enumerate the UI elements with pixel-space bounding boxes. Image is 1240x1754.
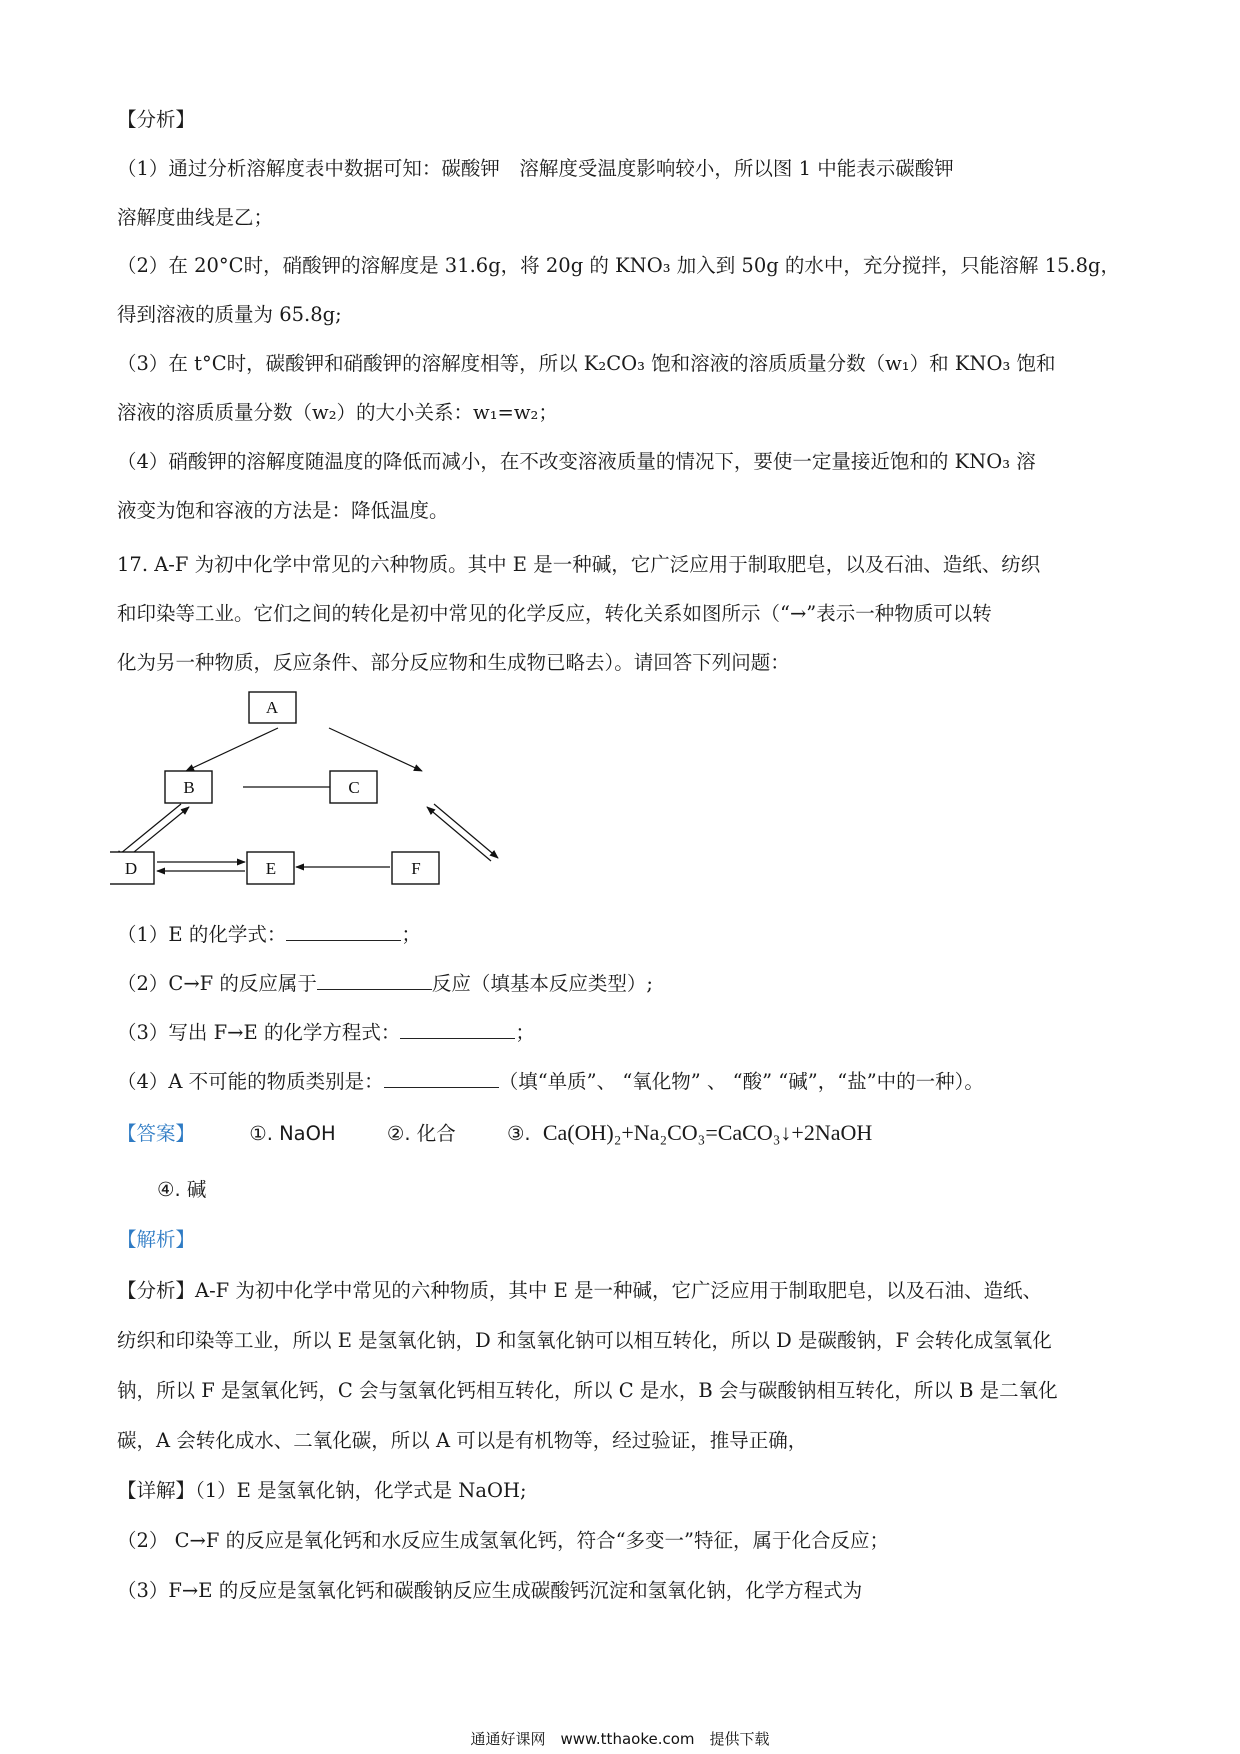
arrow-b-to-d	[115, 804, 181, 858]
label-a: A	[265, 698, 279, 717]
arrow-a-to-b	[186, 728, 278, 771]
answer-blank-3[interactable]	[400, 1020, 515, 1039]
sub-question-1-end: ；	[401, 923, 421, 946]
detail-16-line-4: 得到溶液的质量为 65.8g;	[117, 303, 342, 326]
sub-question-3-end: ；	[515, 1021, 535, 1044]
label-c: C	[348, 778, 360, 797]
sub-question-2-text: （2）C→F 的反应属于	[117, 972, 317, 995]
answer-blank-4[interactable]	[384, 1069, 499, 1088]
sub-question-3	[117, 1020, 535, 1043]
arrow-c-to-f	[434, 804, 498, 858]
question-17-line-2: 和印染等工业。它们之间的转化是初中常见的化学反应，转化关系如图所示（“→”表示一种物质可以转	[117, 602, 992, 625]
sub-question-1	[117, 922, 421, 945]
detail-16-line-2: 溶解度曲线是乙；	[117, 206, 274, 229]
page-footer: 通通好课网 www.tthaoke.com 提供下载	[470, 1730, 770, 1748]
label-b: B	[183, 778, 195, 797]
label-f: F	[411, 859, 421, 878]
sub-question-3-text: （3）写出 F→E 的化学方程式：	[117, 1021, 401, 1044]
analysis-17-line-3: 钠，所以 F 是氢氧化钙，C 会与氢氧化钙相互转化，所以 C 是水，B 会与碳酸钠相互转化，所以 B 是二氧化	[117, 1379, 1058, 1402]
answer-4: ④. 碱	[157, 1178, 207, 1201]
question-17-line-1: 17. A-F 为初中化学中常见的六种物质。其中 E 是一种碱，它广泛应用于制取肥皂，以及石油、造纸、纺织	[117, 553, 1041, 576]
detail-16-line-5: （3）在 t°C时，碳酸钾和硝酸钾的溶解度相等，所以 K₂CO₃ 饱和溶液的溶质质量分数（w₁）和 KNO₃ 饱和	[117, 352, 1056, 375]
analysis-17-line-1: 【分析】A-F 为初中化学中常见的六种物质，其中 E 是一种碱，它广泛应用于制取肥皂，以及石油、造纸、	[117, 1279, 1043, 1302]
detail-16-line-6: 溶液的溶质质量分数（w₂）的大小关系：w₁=w₂；	[117, 401, 558, 424]
analysis-heading: 【分析】	[117, 108, 196, 131]
question-17-line-3: 化为另一种物质，反应条件、部分反应物和生成物已略去）。请回答下列问题：	[117, 651, 790, 674]
sub-question-2-end: 反应（填基本反应类型）;	[431, 972, 653, 995]
sub-question-2	[117, 971, 653, 994]
answer-3-number: ③.	[506, 1122, 531, 1145]
answer-3-equation: Ca(OH)₂+Na₂CO₃=CaCO₃↓+2NaOH	[542, 1120, 873, 1145]
detail-17-line-1: 【详解】（1）E 是氢氧化钠，化学式是 NaOH;	[117, 1479, 527, 1502]
sub-question-1-text: （1）E 的化学式：	[117, 923, 287, 946]
answer-blank-2[interactable]	[317, 971, 432, 990]
detail-16-line-1: （1）通过分析溶解度表中数据可知：碳酸钾 溶解度受温度影响较小，所以图 1 中能表示碳酸钾	[117, 157, 954, 180]
detail-17-line-2: （2） C→F 的反应是氧化钙和水反应生成氢氧化钙，符合“多变一”特征，属于化合反应；	[117, 1529, 890, 1552]
conversion-diagram	[110, 690, 510, 900]
label-d: D	[124, 859, 138, 878]
sub-question-4	[117, 1069, 984, 1092]
answer-1: ①. NaOH	[249, 1122, 336, 1145]
answer-line	[117, 1122, 872, 1144]
sub-question-4-text: （4）A 不可能的物质类别是：	[117, 1070, 384, 1093]
detail-16-line-3: （2）在 20°C时，硝酸钾的溶解度是 31.6g，将 20g 的 KNO₃ 加入到 50g 的水中，充分搅拌，只能溶解 15.8g，	[117, 254, 1121, 277]
answer-2: ②. 化合	[386, 1122, 456, 1145]
analysis-17-line-2: 纺织和印染等工业，所以 E 是氢氧化钠，D 和氢氧化钠可以相互转化，所以 D 是碳酸钠，F 会转化成氢氧化	[117, 1329, 1052, 1352]
detail-16-line-7: （4）硝酸钾的溶解度随温度的降低而减小，在不改变溶液质量的情况下，要使一定量接近饱和的 KNO₃ 溶	[117, 450, 1036, 473]
answer-tag: 【答案】	[117, 1122, 196, 1145]
detail-16-line-8: 液变为饱和容液的方法是：降低温度。	[117, 499, 449, 522]
analysis-17-line-4: 碳，A 会转化成水、二氧化碳，所以 A 可以是有机物等，经过验证，推导正确，	[117, 1429, 808, 1452]
answer-blank-1[interactable]	[286, 922, 401, 941]
explain-tag: 【解析】	[117, 1228, 196, 1251]
sub-question-4-end: （填“单质”、 “氧化物” 、 “酸” “碱”，“盐”中的一种）。	[498, 1070, 984, 1093]
detail-17-line-3: （3）F→E 的反应是氢氧化钙和碳酸钠反应生成碳酸钙沉淀和氢氧化钠，化学方程式为	[117, 1579, 863, 1602]
label-e: E	[265, 859, 277, 878]
arrow-a-to-c	[329, 728, 422, 771]
